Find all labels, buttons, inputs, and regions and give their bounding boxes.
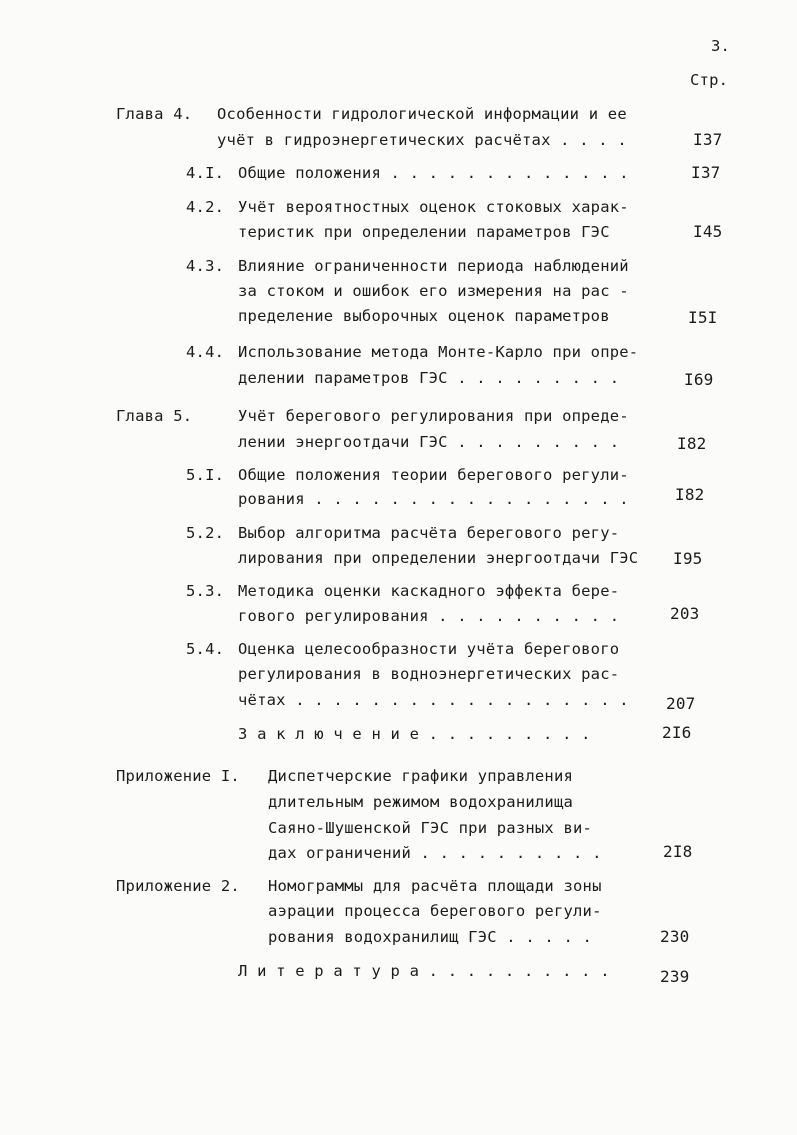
- chapter-5-title-line-1: Учёт берегового регулирования при опреде-: [238, 407, 629, 425]
- section-5-4-line-2: регулирования в водноэнергетических рас-: [238, 665, 620, 683]
- appendix-1-page: 2I8: [663, 842, 693, 861]
- chapter-4-title-line-1: Особенности гидрологической информации и ее: [217, 105, 627, 123]
- section-5-4-page: 207: [666, 694, 696, 713]
- section-5-2-line-2: лирования при определении энергоотдачи ГЭС: [238, 549, 639, 567]
- appendix-1-line-2: длительным режимом водохранилища: [268, 793, 574, 811]
- section-5-3-number: 5.3.: [186, 582, 225, 600]
- literature-entry: Л и т е р а т у р а . . . . . . . . . .: [238, 962, 610, 980]
- conclusion-entry: З а к л ю ч е н и е . . . . . . . . .: [238, 725, 591, 743]
- section-4-1-page: I37: [691, 163, 721, 182]
- appendix-2-line-3: рования водохранилищ ГЭС . . . . .: [268, 928, 593, 946]
- chapter-4-label: Глава 4.: [116, 105, 193, 123]
- section-5-2-line-1: Выбор алгоритма расчёта берегового регу-: [238, 524, 620, 542]
- section-4-1-number: 4.I.: [186, 164, 225, 182]
- section-5-1-number: 5.I.: [186, 466, 225, 484]
- chapter-5-label: Глава 5.: [116, 407, 193, 425]
- section-4-2-number: 4.2.: [186, 198, 225, 216]
- section-5-1-page: I82: [675, 485, 705, 504]
- section-4-3-line-2: за стоком и ошибок его измерения на рас -: [238, 282, 629, 300]
- appendix-2-label: Приложение 2.: [116, 877, 240, 895]
- section-4-4-number: 4.4.: [186, 343, 225, 361]
- section-4-2-line-2: теристик при определении параметров ГЭС: [238, 223, 610, 241]
- appendix-2-line-2: аэрации процесса берегового регули-: [268, 902, 602, 920]
- section-5-3-line-1: Методика оценки каскадного эффекта бере-: [238, 582, 620, 600]
- section-4-3-line-1: Влияние ограниченности периода наблюдений: [238, 257, 629, 275]
- section-5-1-line-2: рования . . . . . . . . . . . . . . . . .: [238, 490, 629, 508]
- section-5-3-line-2: гового регулирования . . . . . . . . . .: [238, 607, 620, 625]
- section-5-4-line-1: Оценка целесообразности учёта берегового: [238, 640, 620, 658]
- section-4-4-line-1: Использование метода Монте-Карло при опре-: [238, 343, 639, 361]
- section-4-4-line-2: делении параметров ГЭС . . . . . . . . .: [238, 369, 620, 387]
- section-5-3-page: 203: [670, 604, 700, 623]
- section-4-3-line-3: пределение выборочных оценок параметров: [238, 307, 610, 325]
- section-4-3-number: 4.3.: [186, 257, 225, 275]
- appendix-1-line-4: дах ограничений . . . . . . . . . .: [268, 844, 602, 862]
- conclusion-page: 2I6: [662, 723, 692, 742]
- section-5-2-number: 5.2.: [186, 524, 225, 542]
- chapter-5-page: I82: [677, 434, 707, 453]
- chapter-4-title-line-2: учёт в гидроэнергетических расчётах . . . .: [217, 131, 627, 149]
- appendix-1-line-3: Саяно-Шушенской ГЭС при разных ви-: [268, 819, 593, 837]
- section-4-1-line-1: Общие положения . . . . . . . . . . . . .: [238, 164, 629, 182]
- literature-page: 239: [660, 967, 690, 986]
- section-4-2-page: I45: [693, 222, 723, 241]
- section-4-2-line-1: Учёт вероятностных оценок стоковых харак-: [238, 198, 629, 216]
- page-column-label: Стр.: [690, 71, 729, 89]
- appendix-2-line-1: Номограммы для расчёта площади зоны: [268, 877, 602, 895]
- section-4-3-page: I5I: [688, 308, 718, 327]
- chapter-5-title-line-2: лении энергоотдачи ГЭС . . . . . . . . .: [238, 433, 620, 451]
- appendix-1-line-1: Диспетчерские графики управления: [268, 767, 574, 785]
- section-5-4-number: 5.4.: [186, 640, 225, 658]
- appendix-2-page: 230: [660, 927, 690, 946]
- page-number: 3.: [711, 37, 731, 55]
- section-5-1-line-1: Общие положения теории берегового регули-: [238, 466, 629, 484]
- chapter-4-page: I37: [693, 130, 723, 149]
- section-4-4-page: I69: [684, 370, 714, 389]
- section-5-4-line-3: чётах . . . . . . . . . . . . . . . . . .: [238, 691, 629, 709]
- section-5-2-page: I95: [673, 549, 703, 568]
- appendix-1-label: Приложение I.: [116, 767, 240, 785]
